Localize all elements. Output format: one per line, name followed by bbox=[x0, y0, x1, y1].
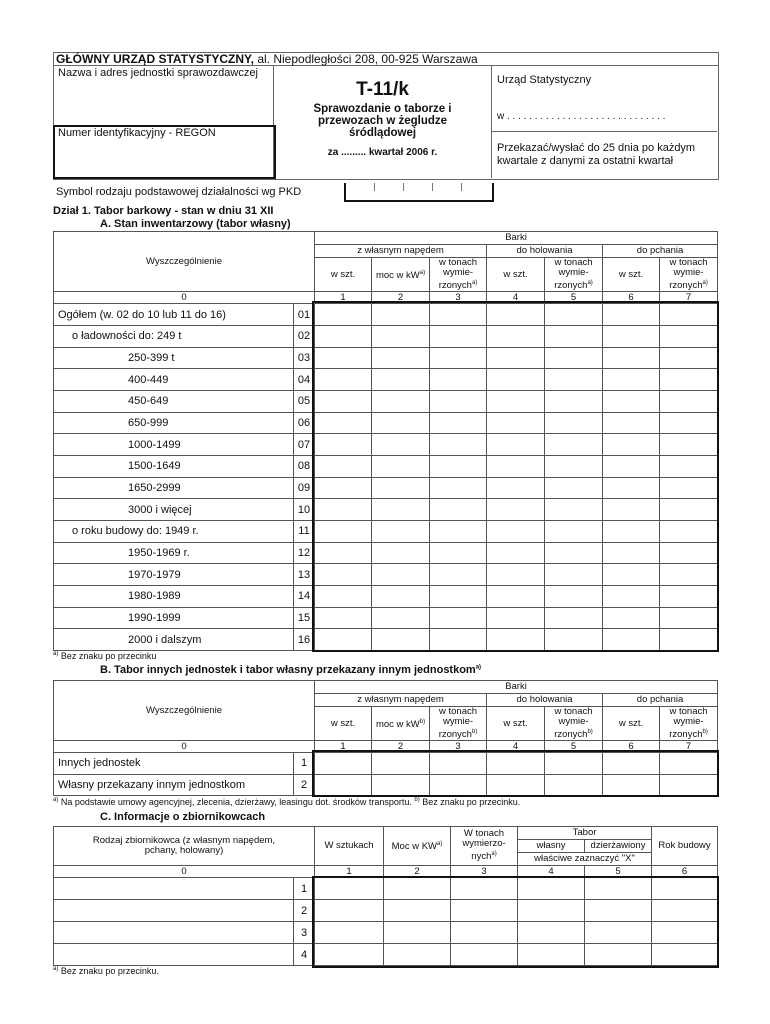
input-cell[interactable] bbox=[603, 434, 660, 456]
row-code: 10 bbox=[294, 499, 315, 521]
input-cell[interactable] bbox=[545, 412, 603, 434]
table-row bbox=[54, 455, 718, 477]
input-cell[interactable] bbox=[545, 325, 603, 347]
row-code: 11 bbox=[294, 521, 315, 543]
row-label: 450-649 bbox=[54, 390, 294, 412]
input-cell[interactable] bbox=[487, 753, 545, 775]
footnote-a: $^{a)}$ Bez znaku po przecinku bbox=[53, 651, 157, 661]
input-cell[interactable] bbox=[487, 369, 545, 391]
input-cell[interactable] bbox=[430, 753, 487, 775]
tanker-type-input[interactable] bbox=[54, 878, 294, 900]
sub-szt: w szt. bbox=[315, 258, 372, 292]
input-cell[interactable] bbox=[487, 542, 545, 564]
c-col-tabor: Tabor bbox=[518, 827, 652, 840]
input-cell[interactable] bbox=[660, 629, 718, 651]
col-number: 2 bbox=[372, 741, 430, 753]
input-cell[interactable] bbox=[430, 347, 487, 369]
c-col-rok: Rok budowy bbox=[652, 827, 718, 866]
row-code: 07 bbox=[294, 434, 315, 456]
col-number: 0 bbox=[54, 741, 315, 753]
input-cell[interactable] bbox=[660, 390, 718, 412]
input-cell[interactable] bbox=[372, 499, 430, 521]
col-number: 2 bbox=[372, 292, 430, 304]
row-label: 400-449 bbox=[54, 369, 294, 391]
input-cell[interactable] bbox=[487, 434, 545, 456]
input-cell[interactable] bbox=[315, 434, 372, 456]
table-row bbox=[54, 304, 718, 326]
input-cell[interactable] bbox=[372, 434, 430, 456]
input-cell[interactable] bbox=[652, 878, 718, 900]
tanker-type-input[interactable] bbox=[54, 922, 294, 944]
input-cell[interactable] bbox=[545, 564, 603, 586]
sub-szt: w szt. bbox=[603, 258, 660, 292]
input-cell[interactable] bbox=[315, 774, 372, 796]
input-cell[interactable] bbox=[430, 607, 487, 629]
header-right-divider bbox=[491, 131, 717, 132]
sub-ton: w tonach wymie-rzonych$^{a)}$ bbox=[430, 258, 487, 292]
input-cell[interactable] bbox=[430, 477, 487, 499]
group-towed: do holowania bbox=[487, 245, 603, 258]
sub-ton: w tonach wymie-rzonych$^{b)}$ bbox=[660, 707, 718, 741]
input-cell[interactable] bbox=[652, 922, 718, 944]
row-label: 1000-1499 bbox=[54, 434, 294, 456]
col-number: 0 bbox=[54, 292, 315, 304]
input-cell[interactable] bbox=[430, 325, 487, 347]
table-row bbox=[54, 607, 718, 629]
input-cell[interactable] bbox=[384, 878, 451, 900]
footnote-b: $^{a)}$ Na podstawie umowy agencyjnej, zlecenia, dzierżawy, leasingu dot. środków transportu. $^{b)}$ Bez znaku po przecinku. bbox=[53, 797, 521, 807]
input-cell[interactable] bbox=[315, 412, 372, 434]
c-col-szt: W sztukach bbox=[315, 827, 384, 866]
row-code: 08 bbox=[294, 455, 315, 477]
table-row bbox=[54, 412, 718, 434]
col-number: 3 bbox=[430, 741, 487, 753]
input-cell[interactable] bbox=[518, 900, 585, 922]
input-cell[interactable] bbox=[545, 455, 603, 477]
input-cell[interactable] bbox=[315, 564, 372, 586]
row-code: 2 bbox=[294, 900, 315, 922]
input-cell[interactable] bbox=[372, 607, 430, 629]
col-number: 5 bbox=[545, 741, 603, 753]
input-cell[interactable] bbox=[660, 753, 718, 775]
input-cell[interactable] bbox=[660, 347, 718, 369]
row-label: 1970-1979 bbox=[54, 564, 294, 586]
input-cell[interactable] bbox=[518, 944, 585, 966]
row-code: 13 bbox=[294, 564, 315, 586]
row-code: 14 bbox=[294, 586, 315, 608]
sub-szt: w szt. bbox=[315, 707, 372, 741]
input-cell[interactable] bbox=[487, 586, 545, 608]
col-number: 4 bbox=[518, 866, 585, 878]
input-cell[interactable] bbox=[660, 325, 718, 347]
input-cell[interactable] bbox=[372, 412, 430, 434]
input-cell[interactable] bbox=[603, 455, 660, 477]
c-col-zaznacz: właściwe zaznaczyć "X" bbox=[518, 853, 652, 866]
table-row bbox=[54, 774, 718, 796]
row-label: 1500-1649 bbox=[54, 455, 294, 477]
row-code: 12 bbox=[294, 542, 315, 564]
input-cell[interactable] bbox=[487, 499, 545, 521]
row-code: 3 bbox=[294, 922, 315, 944]
row-label: 1980-1989 bbox=[54, 586, 294, 608]
row-label: 1650-2999 bbox=[54, 477, 294, 499]
input-cell[interactable] bbox=[603, 774, 660, 796]
input-cell[interactable] bbox=[545, 390, 603, 412]
input-cell[interactable] bbox=[430, 564, 487, 586]
input-cell[interactable] bbox=[372, 477, 430, 499]
input-cell[interactable] bbox=[545, 369, 603, 391]
input-cell[interactable] bbox=[430, 434, 487, 456]
input-cell[interactable] bbox=[652, 944, 718, 966]
input-cell[interactable] bbox=[660, 304, 718, 326]
table-row bbox=[54, 944, 718, 966]
input-cell[interactable] bbox=[372, 586, 430, 608]
input-cell[interactable] bbox=[545, 499, 603, 521]
row-code: 02 bbox=[294, 325, 315, 347]
row-code: 04 bbox=[294, 369, 315, 391]
col-number: 7 bbox=[660, 292, 718, 304]
input-cell[interactable] bbox=[372, 455, 430, 477]
row-label: Własny przekazany innym jednostkom bbox=[54, 774, 294, 796]
input-cell[interactable] bbox=[315, 390, 372, 412]
sub-moc: moc w $kW^{b)}$ bbox=[372, 707, 430, 741]
input-cell[interactable] bbox=[660, 434, 718, 456]
input-cell[interactable] bbox=[545, 542, 603, 564]
input-cell[interactable] bbox=[585, 878, 652, 900]
row-code: 1 bbox=[294, 878, 315, 900]
input-cell[interactable] bbox=[487, 564, 545, 586]
input-cell[interactable] bbox=[430, 390, 487, 412]
col-number: 7 bbox=[660, 741, 718, 753]
col-number: 3 bbox=[451, 866, 518, 878]
row-code: 15 bbox=[294, 607, 315, 629]
regon-label: Numer identyfikacyjny - REGON bbox=[58, 127, 216, 139]
input-cell[interactable] bbox=[660, 521, 718, 543]
col-number: 6 bbox=[652, 866, 718, 878]
input-cell[interactable] bbox=[660, 412, 718, 434]
unit-name-label: Nazwa i adres jednostki sprawozdawczej bbox=[58, 67, 258, 79]
input-cell[interactable] bbox=[660, 369, 718, 391]
input-cell[interactable] bbox=[603, 369, 660, 391]
sub-szt: w szt. bbox=[603, 707, 660, 741]
input-cell[interactable] bbox=[487, 390, 545, 412]
col-number: 1 bbox=[315, 741, 372, 753]
input-cell[interactable] bbox=[315, 878, 384, 900]
input-cell[interactable] bbox=[315, 477, 372, 499]
col-number: 5 bbox=[585, 866, 652, 878]
table-row bbox=[54, 586, 718, 608]
sub-szt: w szt. bbox=[487, 707, 545, 741]
input-cell[interactable] bbox=[585, 900, 652, 922]
tanker-type-input[interactable] bbox=[54, 900, 294, 922]
input-cell[interactable] bbox=[603, 390, 660, 412]
col-number: 4 bbox=[487, 741, 545, 753]
input-cell[interactable] bbox=[315, 586, 372, 608]
table-row bbox=[54, 477, 718, 499]
pkd-label: Symbol rodzaju podstawowej działalności wg PKD bbox=[56, 186, 302, 198]
input-cell[interactable] bbox=[603, 607, 660, 629]
input-cell[interactable] bbox=[384, 944, 451, 966]
row-code: 1 bbox=[294, 753, 315, 775]
input-cell[interactable] bbox=[315, 542, 372, 564]
input-cell[interactable] bbox=[603, 477, 660, 499]
input-cell[interactable] bbox=[315, 455, 372, 477]
input-cell[interactable] bbox=[315, 304, 372, 326]
sectionC-title: C. Informacje o zbiornikowcach bbox=[100, 811, 266, 823]
input-cell[interactable] bbox=[487, 412, 545, 434]
row-code: 09 bbox=[294, 477, 315, 499]
input-cell[interactable] bbox=[545, 477, 603, 499]
input-cell[interactable] bbox=[430, 304, 487, 326]
input-cell[interactable] bbox=[451, 922, 518, 944]
table-row bbox=[54, 499, 718, 521]
section1-subA: A. Stan inwentarzowy (tabor własny) bbox=[100, 218, 291, 230]
input-cell[interactable] bbox=[315, 607, 372, 629]
sub-ton: w tonach wymie-rzonych$^{a)}$ bbox=[545, 258, 603, 292]
input-cell[interactable] bbox=[372, 369, 430, 391]
input-cell[interactable] bbox=[603, 586, 660, 608]
input-cell[interactable] bbox=[451, 944, 518, 966]
table-c bbox=[53, 826, 718, 966]
col-number: 2 bbox=[384, 866, 451, 878]
sub-szt: w szt. bbox=[487, 258, 545, 292]
c-col-wlasny: własny bbox=[518, 840, 585, 853]
row-label: o ładowności do: 249 t bbox=[54, 325, 294, 347]
input-cell[interactable] bbox=[315, 369, 372, 391]
input-cell[interactable] bbox=[603, 325, 660, 347]
sub-moc: moc w $kW^{a)}$ bbox=[372, 258, 430, 292]
input-cell[interactable] bbox=[545, 753, 603, 775]
c-col-dzierz: dzierżawiony bbox=[585, 840, 652, 853]
group-towed: do holowania bbox=[487, 694, 603, 707]
input-cell[interactable] bbox=[372, 753, 430, 775]
table-b bbox=[53, 680, 718, 796]
sub-ton: w tonach wymie-rzonych$^{b)}$ bbox=[545, 707, 603, 741]
input-cell[interactable] bbox=[545, 304, 603, 326]
form-code: T-11/k bbox=[356, 79, 409, 100]
header-title: GŁÓWNY URZĄD STATYSTYCZNY, al. Niepodległości 208, 00-925 Warszawa bbox=[56, 52, 478, 66]
input-cell[interactable] bbox=[430, 369, 487, 391]
sub-ton: w tonach wymie-rzonych$^{a)}$ bbox=[660, 258, 718, 292]
input-cell[interactable] bbox=[372, 304, 430, 326]
table-a bbox=[53, 231, 718, 651]
c-col-ton: W tonach wymierzo-nych$^{a)}$ bbox=[451, 827, 518, 866]
input-cell[interactable] bbox=[660, 499, 718, 521]
input-cell[interactable] bbox=[430, 499, 487, 521]
input-cell[interactable] bbox=[451, 878, 518, 900]
row-code: 05 bbox=[294, 390, 315, 412]
input-cell[interactable] bbox=[660, 477, 718, 499]
input-cell[interactable] bbox=[487, 607, 545, 629]
col-header: Wyszczególnienie bbox=[54, 681, 315, 741]
table-row bbox=[54, 434, 718, 456]
group-own: z własnym napędem bbox=[315, 694, 487, 707]
row-code: 4 bbox=[294, 944, 315, 966]
input-cell[interactable] bbox=[487, 774, 545, 796]
sectionB-title: B. Tabor innych jednostek i tabor własny przekazany innym jednostkom$^{a)}$ bbox=[100, 664, 482, 676]
input-cell[interactable] bbox=[603, 499, 660, 521]
input-cell[interactable] bbox=[603, 753, 660, 775]
input-cell[interactable] bbox=[660, 564, 718, 586]
row-label: Ogółem (w. 02 do 10 lub 11 do 16) bbox=[54, 304, 294, 326]
row-label: 1990-1999 bbox=[54, 607, 294, 629]
input-cell[interactable] bbox=[603, 564, 660, 586]
input-cell[interactable] bbox=[372, 325, 430, 347]
input-cell[interactable] bbox=[603, 542, 660, 564]
input-cell[interactable] bbox=[372, 521, 430, 543]
input-cell[interactable] bbox=[372, 564, 430, 586]
table-row bbox=[54, 753, 718, 775]
col-header: Wyszczególnienie bbox=[54, 232, 315, 292]
input-cell[interactable] bbox=[545, 434, 603, 456]
table-row bbox=[54, 521, 718, 543]
input-cell[interactable] bbox=[430, 586, 487, 608]
input-cell[interactable] bbox=[315, 629, 372, 651]
input-cell[interactable] bbox=[487, 325, 545, 347]
row-label: o roku budowy do: 1949 r. bbox=[54, 521, 294, 543]
input-cell[interactable] bbox=[430, 542, 487, 564]
row-label: 250-399 t bbox=[54, 347, 294, 369]
input-cell[interactable] bbox=[430, 521, 487, 543]
input-cell[interactable] bbox=[518, 922, 585, 944]
input-cell[interactable] bbox=[384, 900, 451, 922]
table-row bbox=[54, 564, 718, 586]
form-title: Sprawozdanie o taborze i przewozach w żegludze śródlądowej bbox=[313, 103, 452, 139]
input-cell[interactable] bbox=[545, 629, 603, 651]
c-col-type: Rodzaj zbiornikowca (z własnym napędem, pchany, holowany) bbox=[54, 827, 315, 866]
table-row bbox=[54, 347, 718, 369]
group-own: z własnym napędem bbox=[315, 245, 487, 258]
col-number: 3 bbox=[430, 292, 487, 304]
row-label: 2000 i dalszym bbox=[54, 629, 294, 651]
input-cell[interactable] bbox=[603, 347, 660, 369]
input-cell[interactable] bbox=[545, 347, 603, 369]
input-cell[interactable] bbox=[372, 629, 430, 651]
input-cell[interactable] bbox=[315, 499, 372, 521]
col-number: 6 bbox=[603, 292, 660, 304]
input-cell[interactable] bbox=[603, 304, 660, 326]
row-label: 3000 i więcej bbox=[54, 499, 294, 521]
input-cell[interactable] bbox=[372, 390, 430, 412]
input-cell[interactable] bbox=[315, 900, 384, 922]
col-number: 5 bbox=[545, 292, 603, 304]
col-number: 1 bbox=[315, 866, 384, 878]
col-number: 6 bbox=[603, 741, 660, 753]
input-cell[interactable] bbox=[430, 629, 487, 651]
col-number: 4 bbox=[487, 292, 545, 304]
col-number: 1 bbox=[315, 292, 372, 304]
deadline-note: Przekazać/wysłać do 25 dnia po każdym kwartale z danymi za ostatni kwartał bbox=[497, 142, 696, 167]
input-cell[interactable] bbox=[372, 347, 430, 369]
input-cell[interactable] bbox=[660, 586, 718, 608]
input-cell[interactable] bbox=[315, 944, 384, 966]
input-cell[interactable] bbox=[487, 304, 545, 326]
section1-title: Dział 1. Tabor barkowy - stan w dniu 31 XII bbox=[53, 205, 274, 217]
row-label: 1950-1969 r. bbox=[54, 542, 294, 564]
row-label: 650-999 bbox=[54, 412, 294, 434]
row-code: 01 bbox=[294, 304, 315, 326]
row-label: Innych jednostek bbox=[54, 753, 294, 775]
input-cell[interactable] bbox=[545, 607, 603, 629]
table-row bbox=[54, 878, 718, 900]
input-cell[interactable] bbox=[315, 753, 372, 775]
barki-header: Barki bbox=[315, 232, 718, 245]
input-cell[interactable] bbox=[315, 922, 384, 944]
row-code: 16 bbox=[294, 629, 315, 651]
sub-ton: w tonach wymie-rzonych$^{b)}$ bbox=[430, 707, 487, 741]
input-cell[interactable] bbox=[487, 629, 545, 651]
input-cell[interactable] bbox=[430, 774, 487, 796]
footnote-c: $^{a)}$ Bez znaku po przecinku. bbox=[53, 966, 159, 976]
group-pushed: do pchania bbox=[603, 694, 718, 707]
input-cell[interactable] bbox=[384, 922, 451, 944]
table-row bbox=[54, 629, 718, 651]
stat-office-field[interactable]: w . . . . . . . . . . . . . . . . . . . . . . . . . . . . . bbox=[497, 111, 666, 122]
table-row bbox=[54, 325, 718, 347]
input-cell[interactable] bbox=[315, 325, 372, 347]
input-cell[interactable] bbox=[545, 586, 603, 608]
tanker-type-input[interactable] bbox=[54, 944, 294, 966]
table-row bbox=[54, 900, 718, 922]
stat-office-label: Urząd Statystyczny bbox=[497, 74, 592, 86]
input-cell[interactable] bbox=[372, 542, 430, 564]
input-cell[interactable] bbox=[518, 878, 585, 900]
input-cell[interactable] bbox=[660, 455, 718, 477]
input-cell[interactable] bbox=[585, 944, 652, 966]
pkd-input[interactable] bbox=[344, 183, 494, 202]
c-col-moc: Moc w KW$^{a)}$ bbox=[384, 827, 451, 866]
input-cell[interactable] bbox=[451, 900, 518, 922]
input-cell[interactable] bbox=[660, 542, 718, 564]
input-cell[interactable] bbox=[660, 607, 718, 629]
group-pushed: do pchania bbox=[603, 245, 718, 258]
input-cell[interactable] bbox=[487, 477, 545, 499]
row-code: 2 bbox=[294, 774, 315, 796]
input-cell[interactable] bbox=[545, 774, 603, 796]
header-col-divider-right bbox=[491, 65, 492, 178]
table-row bbox=[54, 390, 718, 412]
input-cell[interactable] bbox=[487, 521, 545, 543]
row-code: 03 bbox=[294, 347, 315, 369]
table-row bbox=[54, 922, 718, 944]
table-row bbox=[54, 369, 718, 391]
col-number: 0 bbox=[54, 866, 315, 878]
input-cell[interactable] bbox=[430, 412, 487, 434]
input-cell[interactable] bbox=[603, 629, 660, 651]
input-cell[interactable] bbox=[315, 347, 372, 369]
input-cell[interactable] bbox=[660, 774, 718, 796]
input-cell[interactable] bbox=[430, 455, 487, 477]
input-cell[interactable] bbox=[487, 347, 545, 369]
input-cell[interactable] bbox=[603, 521, 660, 543]
barki-header: Barki bbox=[315, 681, 718, 694]
input-cell[interactable] bbox=[603, 412, 660, 434]
input-cell[interactable] bbox=[315, 521, 372, 543]
input-cell[interactable] bbox=[652, 900, 718, 922]
table-row bbox=[54, 542, 718, 564]
input-cell[interactable] bbox=[487, 455, 545, 477]
input-cell[interactable] bbox=[545, 521, 603, 543]
input-cell[interactable] bbox=[372, 774, 430, 796]
input-cell[interactable] bbox=[585, 922, 652, 944]
row-code: 06 bbox=[294, 412, 315, 434]
report-period: za ......... kwartał 2006 r. bbox=[327, 147, 438, 158]
